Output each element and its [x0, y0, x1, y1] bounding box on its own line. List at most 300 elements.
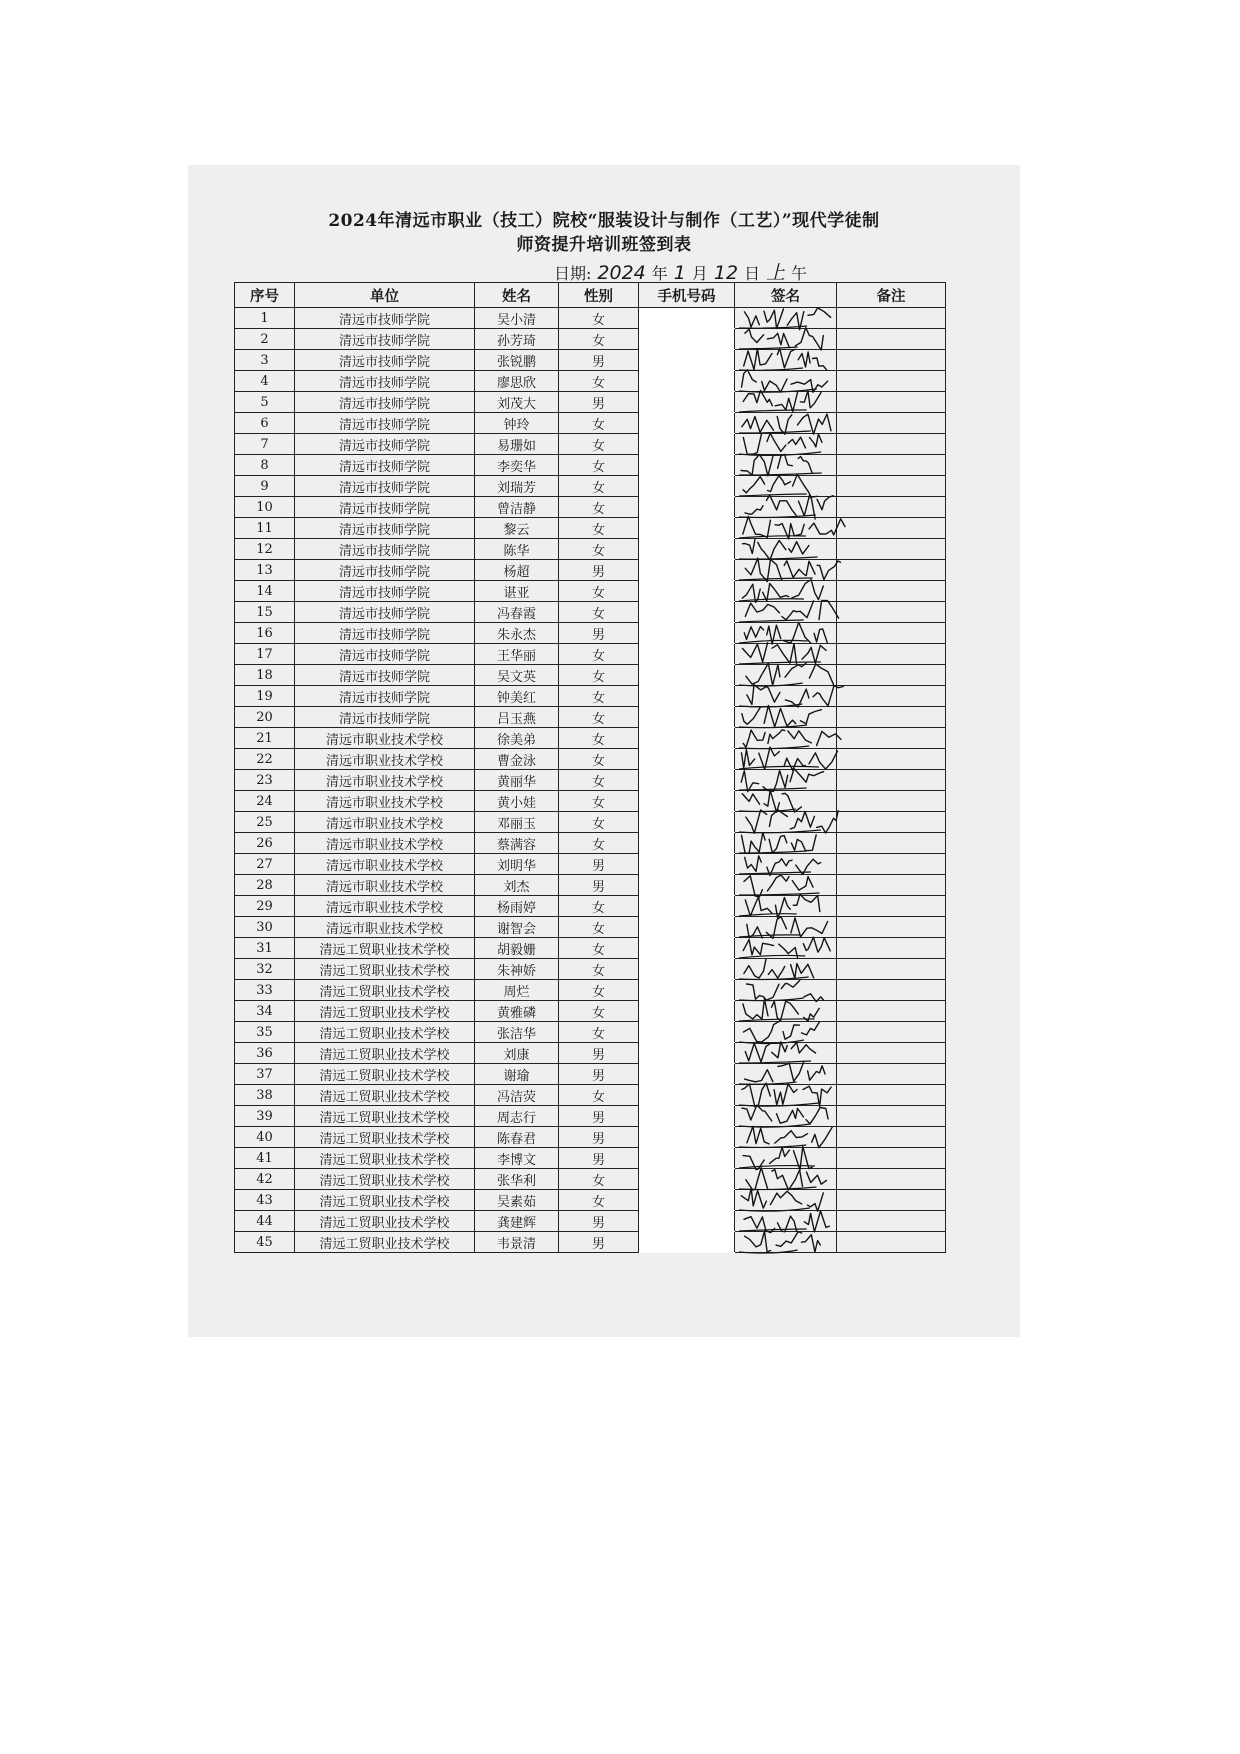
row-phone — [639, 455, 735, 476]
row-name: 吕玉燕 — [475, 707, 559, 728]
date-line — [554, 258, 807, 285]
row-name: 胡毅姗 — [475, 938, 559, 959]
row-name: 刘茂大 — [475, 392, 559, 413]
row-name: 谌亚 — [475, 581, 559, 602]
row-gender: 女 — [559, 581, 639, 602]
date-period-unit: 午 — [791, 264, 808, 283]
row-remarks — [837, 1022, 946, 1043]
row-name: 钟玲 — [475, 413, 559, 434]
row-name: 朱神娇 — [475, 959, 559, 980]
table-row — [235, 539, 946, 560]
row-number: 42 — [235, 1169, 295, 1190]
row-remarks — [837, 1127, 946, 1148]
row-remarks — [837, 791, 946, 812]
table-row — [235, 1043, 946, 1064]
table-row — [235, 1169, 946, 1190]
row-number: 25 — [235, 812, 295, 833]
row-unit: 清远市技师学院 — [295, 707, 475, 728]
row-remarks — [837, 959, 946, 980]
row-number: 37 — [235, 1064, 295, 1085]
row-phone — [639, 1085, 735, 1106]
row-number: 6 — [235, 413, 295, 434]
row-gender: 女 — [559, 791, 639, 812]
row-remarks — [837, 518, 946, 539]
row-name: 杨雨婷 — [475, 896, 559, 917]
row-name: 曾洁静 — [475, 497, 559, 518]
row-unit: 清远市技师学院 — [295, 413, 475, 434]
row-remarks — [837, 497, 946, 518]
table-row — [235, 854, 946, 875]
row-phone — [639, 686, 735, 707]
row-gender: 女 — [559, 413, 639, 434]
row-phone — [639, 1064, 735, 1085]
row-phone — [639, 896, 735, 917]
table-row — [235, 917, 946, 938]
row-unit: 清远市技师学院 — [295, 455, 475, 476]
row-unit: 清远工贸职业技术学校 — [295, 1169, 475, 1190]
row-unit: 清远工贸职业技术学校 — [295, 1148, 475, 1169]
row-number: 32 — [235, 959, 295, 980]
row-number: 15 — [235, 602, 295, 623]
row-gender: 男 — [559, 1148, 639, 1169]
row-remarks — [837, 581, 946, 602]
date-day-unit: 日 — [744, 264, 761, 283]
table-row — [235, 1022, 946, 1043]
sign-in-table — [234, 282, 946, 1253]
row-phone — [639, 1106, 735, 1127]
row-phone — [639, 812, 735, 833]
row-name: 刘康 — [475, 1043, 559, 1064]
table-row — [235, 1064, 946, 1085]
table-row — [235, 623, 946, 644]
row-phone — [639, 1043, 735, 1064]
row-unit: 清远市职业技术学校 — [295, 875, 475, 896]
row-unit: 清远市技师学院 — [295, 665, 475, 686]
row-name: 谢智会 — [475, 917, 559, 938]
row-number: 43 — [235, 1190, 295, 1211]
row-phone — [639, 1190, 735, 1211]
row-phone — [639, 854, 735, 875]
row-phone — [639, 833, 735, 854]
row-gender: 女 — [559, 959, 639, 980]
row-gender: 男 — [559, 1211, 639, 1232]
row-name: 陈春君 — [475, 1127, 559, 1148]
row-unit: 清远工贸职业技术学校 — [295, 1022, 475, 1043]
row-phone — [639, 770, 735, 791]
table-row — [235, 1148, 946, 1169]
row-number: 40 — [235, 1127, 295, 1148]
row-unit: 清远市技师学院 — [295, 350, 475, 371]
row-gender: 女 — [559, 476, 639, 497]
row-name: 蔡满容 — [475, 833, 559, 854]
row-remarks — [837, 854, 946, 875]
row-phone — [639, 875, 735, 896]
row-remarks — [837, 539, 946, 560]
table-row — [235, 350, 946, 371]
table-row — [235, 455, 946, 476]
row-unit: 清远市职业技术学校 — [295, 770, 475, 791]
row-phone — [639, 581, 735, 602]
date-month-unit: 月 — [691, 264, 708, 283]
row-unit: 清远工贸职业技术学校 — [295, 1106, 475, 1127]
row-unit: 清远市技师学院 — [295, 329, 475, 350]
table-row — [235, 665, 946, 686]
row-gender: 女 — [559, 812, 639, 833]
row-number: 26 — [235, 833, 295, 854]
header-unit: 单位 — [295, 283, 475, 308]
table-row — [235, 518, 946, 539]
row-remarks — [837, 875, 946, 896]
row-phone — [639, 1127, 735, 1148]
table-row — [235, 770, 946, 791]
row-phone — [639, 539, 735, 560]
table-row — [235, 728, 946, 749]
row-name: 易珊如 — [475, 434, 559, 455]
row-unit: 清远工贸职业技术学校 — [295, 938, 475, 959]
table-row — [235, 980, 946, 1001]
row-remarks — [837, 833, 946, 854]
row-phone — [639, 329, 735, 350]
title-line-2: 师资提升培训班签到表 — [516, 235, 692, 255]
row-phone — [639, 350, 735, 371]
table-row — [235, 560, 946, 581]
row-unit: 清远市技师学院 — [295, 644, 475, 665]
header-phone: 手机号码 — [639, 283, 735, 308]
row-phone — [639, 980, 735, 1001]
row-unit: 清远市技师学院 — [295, 686, 475, 707]
row-gender: 女 — [559, 938, 639, 959]
row-unit: 清远市技师学院 — [295, 602, 475, 623]
row-unit: 清远市技师学院 — [295, 581, 475, 602]
row-phone — [639, 1022, 735, 1043]
row-gender: 女 — [559, 644, 639, 665]
row-number: 11 — [235, 518, 295, 539]
row-unit: 清远工贸职业技术学校 — [295, 1190, 475, 1211]
row-gender: 女 — [559, 1022, 639, 1043]
row-name: 孙芳琦 — [475, 329, 559, 350]
row-gender: 男 — [559, 1043, 639, 1064]
table-row — [235, 644, 946, 665]
row-remarks — [837, 917, 946, 938]
table-row — [235, 875, 946, 896]
row-name: 刘杰 — [475, 875, 559, 896]
row-remarks — [837, 1064, 946, 1085]
row-name: 钟美红 — [475, 686, 559, 707]
date-year-unit: 年 — [651, 264, 668, 283]
row-name: 黄雅磷 — [475, 1001, 559, 1022]
row-number: 5 — [235, 392, 295, 413]
row-gender: 女 — [559, 770, 639, 791]
row-remarks — [837, 308, 946, 329]
row-number: 20 — [235, 707, 295, 728]
date-label: 日期: — [554, 264, 592, 283]
row-gender: 男 — [559, 1106, 639, 1127]
row-phone — [639, 917, 735, 938]
row-gender: 男 — [559, 875, 639, 896]
row-name: 冯春霞 — [475, 602, 559, 623]
row-phone — [639, 497, 735, 518]
table-row — [235, 476, 946, 497]
row-remarks — [837, 1232, 946, 1253]
row-number: 9 — [235, 476, 295, 497]
row-name: 杨超 — [475, 560, 559, 581]
row-remarks — [837, 455, 946, 476]
row-phone — [639, 728, 735, 749]
row-name: 邓丽玉 — [475, 812, 559, 833]
table-row — [235, 1001, 946, 1022]
row-name: 张华利 — [475, 1169, 559, 1190]
row-gender: 女 — [559, 686, 639, 707]
table-row — [235, 308, 946, 329]
row-unit: 清远市技师学院 — [295, 371, 475, 392]
header-signature: 签名 — [735, 283, 837, 308]
row-remarks — [837, 392, 946, 413]
row-phone — [639, 476, 735, 497]
row-remarks — [837, 644, 946, 665]
row-gender: 男 — [559, 1127, 639, 1148]
row-unit: 清远市技师学院 — [295, 539, 475, 560]
row-gender: 女 — [559, 602, 639, 623]
row-unit: 清远市技师学院 — [295, 518, 475, 539]
table-row — [235, 392, 946, 413]
row-number: 45 — [235, 1232, 295, 1253]
row-number: 44 — [235, 1211, 295, 1232]
row-unit: 清远市职业技术学校 — [295, 917, 475, 938]
row-number: 28 — [235, 875, 295, 896]
row-number: 1 — [235, 308, 295, 329]
row-remarks — [837, 476, 946, 497]
table-row — [235, 686, 946, 707]
row-name: 曹金泳 — [475, 749, 559, 770]
row-gender: 女 — [559, 497, 639, 518]
row-gender: 女 — [559, 308, 639, 329]
row-phone — [639, 1211, 735, 1232]
table-row — [235, 749, 946, 770]
row-number: 38 — [235, 1085, 295, 1106]
row-remarks — [837, 770, 946, 791]
row-name: 周志行 — [475, 1106, 559, 1127]
row-name: 陈华 — [475, 539, 559, 560]
table-row — [235, 497, 946, 518]
row-unit: 清远工贸职业技术学校 — [295, 1232, 475, 1253]
table-row — [235, 371, 946, 392]
row-remarks — [837, 1085, 946, 1106]
row-remarks — [837, 812, 946, 833]
row-gender: 男 — [559, 350, 639, 371]
row-gender: 女 — [559, 896, 639, 917]
table-row — [235, 707, 946, 728]
table-row — [235, 791, 946, 812]
row-name: 龚建辉 — [475, 1211, 559, 1232]
row-remarks — [837, 749, 946, 770]
row-gender: 女 — [559, 371, 639, 392]
row-unit: 清远市技师学院 — [295, 497, 475, 518]
row-number: 8 — [235, 455, 295, 476]
table-row — [235, 1232, 946, 1253]
row-unit: 清远市职业技术学校 — [295, 812, 475, 833]
row-number: 31 — [235, 938, 295, 959]
row-remarks — [837, 413, 946, 434]
row-number: 39 — [235, 1106, 295, 1127]
row-name: 张锐鹏 — [475, 350, 559, 371]
row-remarks — [837, 329, 946, 350]
row-number: 7 — [235, 434, 295, 455]
row-unit: 清远工贸职业技术学校 — [295, 1211, 475, 1232]
row-gender: 女 — [559, 1085, 639, 1106]
row-number: 14 — [235, 581, 295, 602]
row-name: 刘瑞芳 — [475, 476, 559, 497]
row-unit: 清远市技师学院 — [295, 434, 475, 455]
row-remarks — [837, 1001, 946, 1022]
row-name: 刘明华 — [475, 854, 559, 875]
table-row — [235, 602, 946, 623]
row-phone — [639, 623, 735, 644]
row-number: 23 — [235, 770, 295, 791]
row-name: 冯洁荧 — [475, 1085, 559, 1106]
row-name: 周烂 — [475, 980, 559, 1001]
table-row — [235, 1127, 946, 1148]
row-number: 22 — [235, 749, 295, 770]
row-remarks — [837, 1169, 946, 1190]
row-remarks — [837, 980, 946, 1001]
row-number: 16 — [235, 623, 295, 644]
row-phone — [639, 1001, 735, 1022]
row-number: 3 — [235, 350, 295, 371]
row-remarks — [837, 1148, 946, 1169]
row-unit: 清远工贸职业技术学校 — [295, 1001, 475, 1022]
table-row — [235, 1190, 946, 1211]
row-number: 24 — [235, 791, 295, 812]
row-unit: 清远市职业技术学校 — [295, 728, 475, 749]
row-gender: 女 — [559, 665, 639, 686]
row-remarks — [837, 1106, 946, 1127]
row-phone — [639, 392, 735, 413]
table-row — [235, 896, 946, 917]
row-name: 吴素茹 — [475, 1190, 559, 1211]
row-gender: 女 — [559, 434, 639, 455]
table-header-row — [235, 283, 946, 308]
row-unit: 清远市技师学院 — [295, 476, 475, 497]
row-remarks — [837, 707, 946, 728]
row-name: 李博文 — [475, 1148, 559, 1169]
row-number: 18 — [235, 665, 295, 686]
row-unit: 清远市技师学院 — [295, 560, 475, 581]
row-phone — [639, 959, 735, 980]
row-gender: 男 — [559, 623, 639, 644]
row-name: 吴小清 — [475, 308, 559, 329]
row-remarks — [837, 665, 946, 686]
row-phone — [639, 665, 735, 686]
row-phone — [639, 749, 735, 770]
row-name: 朱永杰 — [475, 623, 559, 644]
row-phone — [639, 413, 735, 434]
row-gender: 男 — [559, 854, 639, 875]
row-gender: 女 — [559, 1169, 639, 1190]
row-phone — [639, 1148, 735, 1169]
row-phone — [639, 1169, 735, 1190]
row-number: 41 — [235, 1148, 295, 1169]
row-gender: 女 — [559, 728, 639, 749]
row-gender: 女 — [559, 539, 639, 560]
row-unit: 清远市职业技术学校 — [295, 896, 475, 917]
row-phone — [639, 1232, 735, 1253]
row-remarks — [837, 602, 946, 623]
row-number: 33 — [235, 980, 295, 1001]
row-remarks — [837, 350, 946, 371]
row-gender: 女 — [559, 980, 639, 1001]
row-remarks — [837, 560, 946, 581]
table-row — [235, 833, 946, 854]
header-no: 序号 — [235, 283, 295, 308]
row-number: 21 — [235, 728, 295, 749]
row-number: 10 — [235, 497, 295, 518]
row-name: 王华丽 — [475, 644, 559, 665]
row-unit: 清远工贸职业技术学校 — [295, 1064, 475, 1085]
row-gender: 男 — [559, 1232, 639, 1253]
row-unit: 清远市职业技术学校 — [295, 791, 475, 812]
row-unit: 清远工贸职业技术学校 — [295, 1043, 475, 1064]
row-name: 黄小娃 — [475, 791, 559, 812]
row-gender: 女 — [559, 707, 639, 728]
row-name: 谢瑜 — [475, 1064, 559, 1085]
row-number: 13 — [235, 560, 295, 581]
row-phone — [639, 707, 735, 728]
signature-scribble — [735, 1226, 835, 1258]
row-unit: 清远市职业技术学校 — [295, 749, 475, 770]
row-number: 2 — [235, 329, 295, 350]
date-day: 12 — [713, 262, 739, 284]
table-row — [235, 938, 946, 959]
row-phone — [639, 602, 735, 623]
row-phone — [639, 308, 735, 329]
row-gender: 女 — [559, 833, 639, 854]
row-name: 黎云 — [475, 518, 559, 539]
row-unit: 清远市技师学院 — [295, 623, 475, 644]
row-unit: 清远市职业技术学校 — [295, 833, 475, 854]
row-gender: 男 — [559, 1064, 639, 1085]
row-gender: 女 — [559, 749, 639, 770]
title-line-1: 2024年清远市职业（技工）院校“服装设计与制作（工艺）”现代学徒制 — [328, 211, 880, 231]
row-number: 36 — [235, 1043, 295, 1064]
row-phone — [639, 560, 735, 581]
date-month: 1 — [673, 262, 686, 284]
row-unit: 清远工贸职业技术学校 — [295, 959, 475, 980]
table-row — [235, 812, 946, 833]
header-name: 姓名 — [475, 283, 559, 308]
header-gender: 性别 — [559, 283, 639, 308]
row-remarks — [837, 371, 946, 392]
row-unit: 清远市技师学院 — [295, 308, 475, 329]
row-name: 张洁华 — [475, 1022, 559, 1043]
row-name: 李奕华 — [475, 455, 559, 476]
table-row — [235, 413, 946, 434]
row-remarks — [837, 434, 946, 455]
row-gender: 男 — [559, 392, 639, 413]
row-name: 韦景清 — [475, 1232, 559, 1253]
row-gender: 女 — [559, 329, 639, 350]
table-row — [235, 329, 946, 350]
row-remarks — [837, 1211, 946, 1232]
row-gender: 女 — [559, 518, 639, 539]
row-name: 吴文英 — [475, 665, 559, 686]
row-unit: 清远市技师学院 — [295, 392, 475, 413]
table-row — [235, 959, 946, 980]
row-remarks — [837, 1190, 946, 1211]
row-number: 4 — [235, 371, 295, 392]
row-signature — [735, 1232, 837, 1253]
row-phone — [639, 791, 735, 812]
row-unit: 清远市职业技术学校 — [295, 854, 475, 875]
